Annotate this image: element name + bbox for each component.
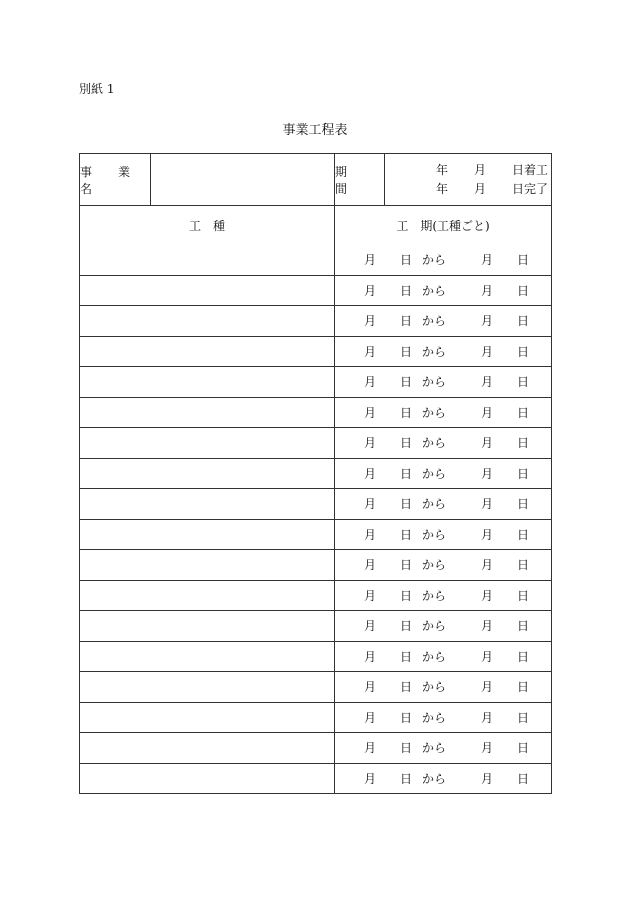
table-row [80, 732, 551, 763]
end-day-unit: 日 [517, 741, 530, 756]
start-month-unit: 月 [364, 252, 377, 267]
table-row [80, 702, 551, 733]
work-type-cell[interactable] [80, 733, 334, 763]
table-row [80, 488, 551, 519]
work-type-cell[interactable] [80, 520, 334, 550]
from-text: から [422, 741, 447, 756]
work-type-cell[interactable] [80, 672, 334, 702]
start-month-unit: 月 [364, 649, 377, 664]
start-month-unit: 月 [474, 163, 487, 177]
table-row [80, 519, 551, 550]
start-day-unit: 日 [400, 466, 413, 481]
start-year-unit: 年 [436, 163, 449, 177]
end-day-suffix: 日完了 [512, 182, 549, 196]
table-row [80, 580, 551, 611]
table-row [80, 458, 551, 489]
work-type-cell[interactable] [80, 642, 334, 672]
end-day-unit: 日 [517, 344, 530, 359]
start-day-unit: 日 [400, 588, 413, 603]
end-month-unit: 月 [481, 588, 494, 603]
start-month-unit: 月 [364, 314, 377, 329]
end-month-unit: 月 [481, 649, 494, 664]
end-day-unit: 日 [517, 497, 530, 512]
period-dates[interactable] [384, 154, 551, 205]
table-header-row [80, 154, 551, 205]
start-day-unit: 日 [400, 497, 413, 512]
start-day-unit: 日 [400, 405, 413, 420]
work-period-cell[interactable] [334, 764, 551, 794]
end-day-unit: 日 [517, 527, 530, 542]
from-text: から [422, 649, 447, 664]
start-month-unit: 月 [364, 771, 377, 786]
start-day-unit: 日 [400, 649, 413, 664]
work-type-cell[interactable] [80, 703, 334, 733]
end-year-unit: 年 [436, 182, 449, 196]
table-row [80, 610, 551, 641]
from-text: から [422, 771, 447, 786]
work-type-cell[interactable] [80, 398, 334, 428]
end-date-line [385, 181, 551, 197]
work-period-cell[interactable] [334, 276, 551, 306]
start-day-unit: 日 [400, 741, 413, 756]
project-name-field[interactable] [150, 154, 334, 205]
work-period-cell[interactable] [334, 550, 551, 580]
start-month-unit: 月 [364, 436, 377, 451]
start-day-unit: 日 [400, 314, 413, 329]
end-month-unit: 月 [481, 375, 494, 390]
from-text: から [422, 344, 447, 359]
from-text: から [422, 710, 447, 725]
work-period-cell[interactable] [334, 337, 551, 367]
end-month-unit: 月 [481, 710, 494, 725]
end-day-unit: 日 [517, 283, 530, 298]
table-row [80, 549, 551, 580]
from-text: から [422, 405, 447, 420]
from-text: から [422, 588, 447, 603]
table-row [80, 671, 551, 702]
table-row [80, 366, 551, 397]
work-type-cell[interactable] [80, 367, 334, 397]
work-type-cell[interactable] [80, 611, 334, 641]
start-day-unit: 日 [400, 680, 413, 695]
end-month-unit: 月 [474, 182, 487, 196]
from-text: から [422, 375, 447, 390]
table-row [80, 427, 551, 458]
end-day-unit: 日 [517, 436, 530, 451]
end-day-unit: 日 [517, 619, 530, 634]
from-text: から [422, 466, 447, 481]
end-month-unit: 月 [481, 436, 494, 451]
start-month-unit: 月 [364, 588, 377, 603]
end-day-unit: 日 [517, 375, 530, 390]
end-month-unit: 月 [481, 771, 494, 786]
from-text: から [422, 558, 447, 573]
start-month-unit: 月 [364, 466, 377, 481]
work-period-cell[interactable] [334, 367, 551, 397]
work-type-cell[interactable] [80, 306, 334, 336]
start-month-unit: 月 [364, 283, 377, 298]
work-type-cell[interactable] [80, 428, 334, 458]
end-month-unit: 月 [481, 283, 494, 298]
from-text: から [422, 497, 447, 512]
start-day-unit: 日 [400, 619, 413, 634]
work-type-cell[interactable] [80, 244, 334, 275]
work-type-cell[interactable] [80, 550, 334, 580]
start-day-suffix: 日着工 [512, 163, 549, 177]
from-text: から [422, 283, 447, 298]
work-period-cell[interactable] [334, 611, 551, 641]
end-day-unit: 日 [517, 588, 530, 603]
start-month-unit: 月 [364, 619, 377, 634]
start-month-unit: 月 [364, 405, 377, 420]
work-period-cell[interactable] [334, 703, 551, 733]
end-month-unit: 月 [481, 466, 494, 481]
work-period-cell[interactable] [334, 642, 551, 672]
from-text: から [422, 619, 447, 634]
end-day-unit: 日 [517, 405, 530, 420]
document-title: 事業工程表 [282, 123, 348, 138]
start-day-unit: 日 [400, 771, 413, 786]
end-month-unit: 月 [481, 314, 494, 329]
end-day-unit: 日 [517, 558, 530, 573]
end-month-unit: 月 [481, 619, 494, 634]
work-type-cell[interactable] [80, 459, 334, 489]
start-day-unit: 日 [400, 252, 413, 267]
work-period-cell[interactable] [334, 733, 551, 763]
from-text: から [422, 314, 447, 329]
start-day-unit: 日 [400, 436, 413, 451]
start-day-unit: 日 [400, 710, 413, 725]
attachment-label: 別紙 1 [79, 82, 115, 96]
end-month-unit: 月 [481, 405, 494, 420]
end-day-unit: 日 [517, 771, 530, 786]
period-label: 期 間 [334, 154, 384, 205]
from-text: から [422, 252, 447, 267]
work-period-cell[interactable] [334, 459, 551, 489]
start-date-line [385, 162, 551, 178]
work-period-header: 工 期(工種ごと) [334, 206, 551, 244]
table-row [80, 397, 551, 428]
work-type-cell[interactable] [80, 764, 334, 794]
table-row [80, 336, 551, 367]
end-month-unit: 月 [481, 558, 494, 573]
start-day-unit: 日 [400, 344, 413, 359]
table-row [80, 641, 551, 672]
work-type-cell[interactable] [80, 276, 334, 306]
end-month-unit: 月 [481, 497, 494, 512]
end-day-unit: 日 [517, 252, 530, 267]
work-period-cell[interactable] [334, 244, 551, 275]
end-day-unit: 日 [517, 649, 530, 664]
column-header-row [80, 205, 551, 244]
start-month-unit: 月 [364, 375, 377, 390]
start-month-unit: 月 [364, 558, 377, 573]
table-row [80, 275, 551, 306]
from-text: から [422, 527, 447, 542]
start-day-unit: 日 [400, 283, 413, 298]
work-period-cell[interactable] [334, 672, 551, 702]
end-month-unit: 月 [481, 344, 494, 359]
start-month-unit: 月 [364, 527, 377, 542]
start-month-unit: 月 [364, 741, 377, 756]
table-row [80, 244, 551, 275]
work-type-header: 工 種 [188, 218, 225, 233]
end-month-unit: 月 [481, 527, 494, 542]
work-period-cell[interactable] [334, 306, 551, 336]
table-row [80, 305, 551, 336]
project-name-label: 事 業 名 [80, 164, 157, 196]
work-type-cell[interactable] [80, 337, 334, 367]
schedule-table [79, 153, 552, 794]
end-day-unit: 日 [517, 466, 530, 481]
start-day-unit: 日 [400, 375, 413, 390]
work-type-cell[interactable] [80, 581, 334, 611]
work-period-cell[interactable] [334, 398, 551, 428]
end-day-unit: 日 [517, 314, 530, 329]
start-month-unit: 月 [364, 710, 377, 725]
end-day-unit: 日 [517, 710, 530, 725]
start-month-unit: 月 [364, 344, 377, 359]
work-period-cell[interactable] [334, 428, 551, 458]
work-period-cell[interactable] [334, 581, 551, 611]
work-period-cell[interactable] [334, 520, 551, 550]
end-day-unit: 日 [517, 680, 530, 695]
start-day-unit: 日 [400, 527, 413, 542]
work-type-cell[interactable] [80, 489, 334, 519]
start-day-unit: 日 [400, 558, 413, 573]
start-month-unit: 月 [364, 497, 377, 512]
start-month-unit: 月 [364, 680, 377, 695]
table-row [80, 763, 551, 794]
end-month-unit: 月 [481, 741, 494, 756]
work-period-cell[interactable] [334, 489, 551, 519]
from-text: から [422, 680, 447, 695]
end-month-unit: 月 [481, 252, 494, 267]
end-month-unit: 月 [481, 680, 494, 695]
from-text: から [422, 436, 447, 451]
